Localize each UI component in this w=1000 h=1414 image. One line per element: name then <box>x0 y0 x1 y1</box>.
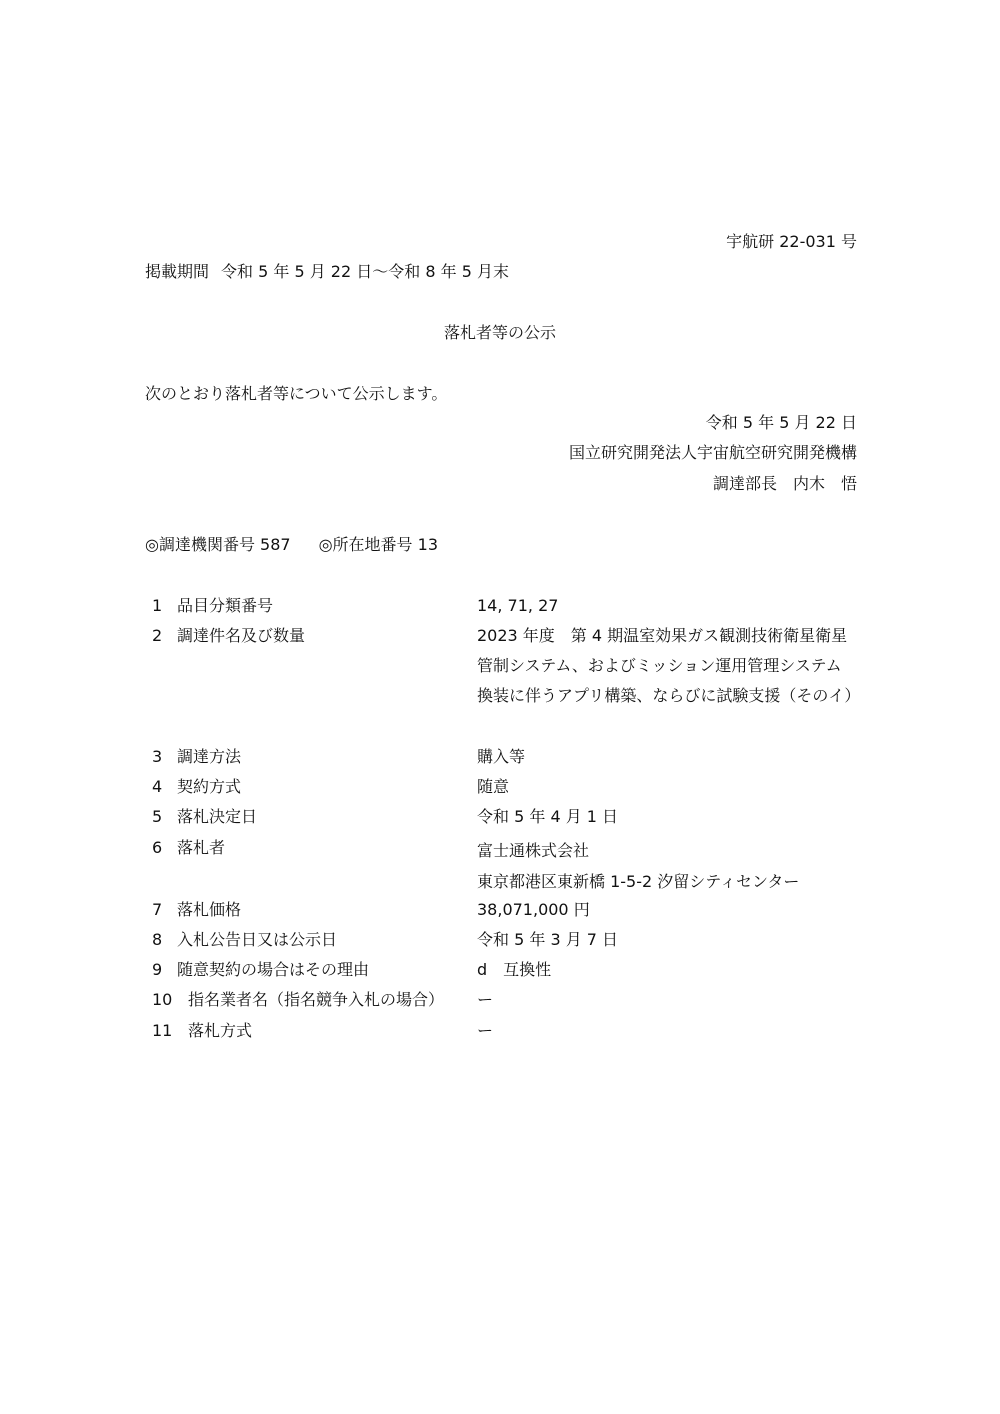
id-numbers <box>145 535 438 555</box>
page-title: 落札者等の公示 <box>443 323 556 342</box>
notice-number: 宇航研 22-031 号 <box>726 232 857 251</box>
item-number: 3 <box>152 747 163 766</box>
item-number: 5 <box>152 807 163 826</box>
item-value: 2023 年度 第 4 期温室効果ガス観測技術衛星衛星管制システム、およびミッション運用管理システム換装に伴うアプリ構築、ならびに試験支援（そのイ） <box>477 626 861 705</box>
posting-period <box>145 262 509 282</box>
intro-text: 次のとおり落札者等について公示します。 <box>145 384 448 403</box>
item-value: 富士通株式会社 <box>477 841 590 860</box>
official-name: 調達部長 内木 悟 <box>712 474 857 493</box>
organization-name: 国立研究開発法人宇宙航空研究開発機構 <box>568 443 857 462</box>
item-label: 調達方法 <box>177 747 242 766</box>
item-label: 調達件名及び数量 <box>177 626 306 645</box>
item-number: 9 <box>152 960 163 979</box>
item-label: 契約方式 <box>177 777 242 796</box>
location-number: ◎所在地番号 13 <box>318 535 439 554</box>
item-number: 1 <box>152 596 163 615</box>
item-label: 落札価格 <box>177 900 242 919</box>
item-value: 令和 5 年 3 月 7 日 <box>477 930 619 949</box>
item-number: 10 <box>152 990 173 1009</box>
item-value: d 互換性 <box>477 960 552 979</box>
item-label: 入札公告日又は公示日 <box>177 930 338 949</box>
item-value: ー <box>477 990 494 1009</box>
item-value: 令和 5 年 4 月 1 日 <box>477 807 619 826</box>
item-number: 11 <box>152 1021 173 1040</box>
item-number: 6 <box>152 838 163 857</box>
item-label: 落札者 <box>177 838 226 857</box>
posting-period-label: 掲載期間 <box>145 262 210 281</box>
item-number: 4 <box>152 777 163 796</box>
notice-date: 令和 5 年 5 月 22 日 <box>705 413 857 432</box>
procuring-entity-number: ◎調達機関番号 587 <box>145 535 291 554</box>
item-value: 38,071,000 円 <box>477 900 590 919</box>
item-label: 指名業者名（指名競争入札の場合） <box>188 990 445 1009</box>
posting-period-value: 令和 5 年 5 月 22 日～令和 8 年 5 月末 <box>221 262 509 281</box>
item-value: 随意 <box>477 777 510 796</box>
item-number: 7 <box>152 900 163 919</box>
item-value-address: 東京都港区東新橋 1-5-2 汐留シティセンター <box>477 872 800 891</box>
item-value: 購入等 <box>477 747 526 766</box>
item-value: ー <box>477 1021 494 1040</box>
item-value: 14, 71, 27 <box>477 596 559 615</box>
item-number: 2 <box>152 626 163 645</box>
item-label: 随意契約の場合はその理由 <box>177 960 370 979</box>
item-label: 落札決定日 <box>177 807 258 826</box>
item-label: 落札方式 <box>188 1021 253 1040</box>
item-label: 品目分類番号 <box>177 596 274 615</box>
item-number: 8 <box>152 930 163 949</box>
